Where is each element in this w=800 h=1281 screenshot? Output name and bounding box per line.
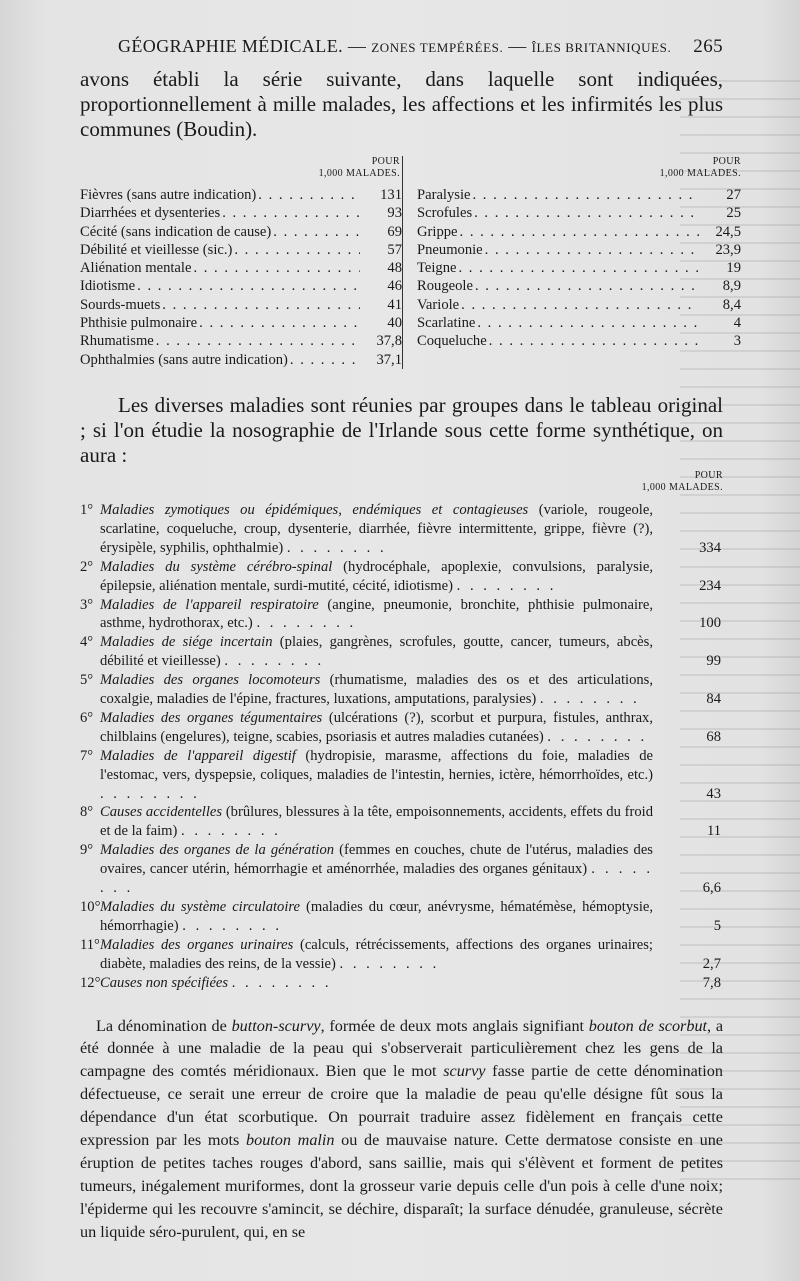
rate-value: 23,9	[715, 241, 741, 258]
disease-group-item	[80, 803, 723, 841]
dot-leader: . . . . . . . .	[256, 615, 357, 632]
group-number: 3°	[80, 596, 94, 613]
table-row	[417, 223, 741, 241]
rate-value: 25	[726, 205, 741, 222]
group-name: Maladies du système cérébro-spinal	[100, 558, 333, 575]
disease-label: Scarlatine	[417, 315, 476, 332]
group-rate-value: 43	[706, 785, 721, 802]
table-row	[80, 296, 402, 314]
paragraph-text: ou de mauvaise nature. Cette dermatose consiste en une éruption de petites taches rouges d'abord, sans saillie, mais qui s'élèvent et forment de petites tumeurs, inégalement muriformes, dont la grosseur varie depuis celle d'un pois à celle d'une noix; l'épiderme qui les recouvre s'amincit, se déchire, disparaît; la surface dénudée, granuleuse, sécrète un liquide séro-purulent, qui, en se	[80, 1131, 723, 1241]
rate-value: 24,5	[715, 223, 741, 240]
dot-leader	[273, 223, 360, 241]
disease-label: Rhumatisme	[80, 333, 154, 350]
group-number: 12°	[80, 974, 101, 991]
rate-value: 69	[387, 223, 402, 240]
disease-groups-list	[80, 501, 723, 993]
dot-leader	[475, 277, 699, 295]
dot-leader	[156, 332, 360, 350]
group-number: 9°	[80, 842, 94, 859]
disease-label: Fièvres (sans autre indication)	[80, 187, 257, 203]
disease-group-item	[80, 747, 723, 804]
rate-value: 27	[726, 187, 741, 203]
disease-label: Aliénation mentale	[80, 260, 192, 277]
paragraph-text: , formée de deux mots anglais signifiant	[320, 1016, 589, 1035]
dot-leader: . . . . . . . .	[547, 728, 648, 745]
disease-label: Idiotisme	[80, 278, 136, 295]
group-name: Maladies des organes urinaires	[100, 936, 294, 953]
group-number: 1°	[80, 501, 94, 518]
header-text	[118, 36, 671, 57]
groups-intro-paragraph: Les diverses maladies sont réunies par groupes dans le tableau original ; si l'on étudie la nosographie de l'Irlande sous cette forme synthétique, on aura :	[80, 392, 723, 467]
rate-value: 8,9	[722, 278, 741, 295]
rate-value: 37,1	[376, 351, 402, 368]
group-name: Maladies des organes locomoteurs	[100, 672, 321, 689]
group-description: (rhumatisme, maladies des os et des articulations, coxalgie, maladies de l'épine, fractures, luxations, amputations, paralysies)	[100, 672, 653, 708]
group-name: Maladies de l'appareil digestif	[100, 747, 296, 764]
group-number: 7°	[80, 747, 94, 764]
group-name: Maladies de siége incertain	[100, 634, 273, 651]
disease-group-item	[80, 974, 723, 993]
disease-group-item	[80, 501, 723, 558]
dot-leader: . . . . . . . .	[539, 691, 640, 708]
rate-value: 131	[380, 187, 402, 203]
group-description: (calculs, rétrécissements, affections des organes urinaires; diabète, maladies des reins, de la vessie)	[100, 936, 653, 972]
table-row	[417, 296, 741, 314]
group-name: Maladies des organes de la génération	[100, 842, 335, 859]
group-number: 6°	[80, 709, 94, 726]
rate-value: 3	[733, 333, 741, 350]
group-description: (hydrocéphale, apoplexie, convulsions, paralysie, épilepsie, aliénation mentale, surdi-mutité, cécité, idiotisme)	[100, 558, 653, 594]
running-header	[118, 36, 723, 58]
disease-group-item	[80, 633, 723, 671]
disease-frequency-table	[80, 156, 741, 369]
table-row	[80, 259, 402, 277]
table-row	[417, 277, 741, 295]
button-scurvy-paragraph	[80, 1015, 723, 1244]
table-row	[80, 277, 402, 295]
group-description: (hydropisie, marasme, affections du foie, maladies de l'estomac, vers, dyspepsie, coliques, maladies de l'intestin, hernies, ictère, hémorrhoïdes, etc.)	[100, 747, 653, 783]
table-row	[80, 351, 402, 369]
dot-leader	[474, 204, 699, 222]
group-rate-value: 7,8	[702, 974, 721, 991]
dot-leader: . . . . . . . .	[100, 785, 200, 802]
column-header-line: 1,000 MALADES.	[318, 168, 400, 179]
rate-value: 8,4	[722, 296, 741, 313]
dot-leader	[258, 186, 360, 204]
disease-label: Teigne	[417, 260, 457, 277]
table-left-column	[80, 156, 402, 369]
dot-leader	[459, 259, 700, 277]
rate-value: 93	[387, 205, 402, 222]
group-number: 11°	[80, 936, 100, 953]
disease-group-item	[80, 671, 723, 709]
dot-leader: . . . . . . . .	[224, 653, 325, 670]
group-name: Maladies de l'appareil respiratoire	[100, 596, 319, 613]
group-rate-value: 99	[706, 653, 721, 670]
group-rate-value: 84	[706, 691, 721, 708]
dot-leader: . . . . . . . .	[456, 577, 557, 594]
groups-column-header	[80, 470, 723, 494]
dot-leader	[222, 204, 360, 222]
rate-value: 37,8	[376, 333, 402, 350]
dot-leader	[162, 296, 360, 314]
column-header-line: POUR	[694, 469, 723, 481]
table-row	[80, 204, 402, 222]
rate-value: 19	[726, 260, 741, 277]
group-description: (maladies du cœur, anévrysme, hématémèse, hémoptysie, hémorrhagie)	[100, 899, 653, 934]
group-rate-value: 6,6	[702, 880, 721, 897]
group-number: 8°	[80, 804, 94, 821]
column-header-line: POUR	[712, 156, 741, 167]
term-bouton-de-scorbut: bouton de scorbut	[588, 1016, 708, 1035]
group-description: (ulcérations (?), scorbut et purpura, fistules, anthrax, chilblains (engelures), teigne, scabies, psoriasis et autres maladies cutanées)	[100, 709, 653, 745]
dot-leader	[460, 223, 699, 241]
dot-leader: . . . . . . . .	[339, 955, 440, 972]
column-header	[417, 156, 741, 180]
disease-group-item	[80, 936, 723, 974]
group-name: Causes accidentelles	[100, 804, 223, 821]
header-region: ÎLES BRITANNIQUES.	[531, 40, 672, 55]
disease-label: Cécité (sans indication de cause)	[80, 223, 272, 240]
dot-leader: . . . . . . . .	[181, 823, 281, 840]
group-description: (angine, pneumonie, bronchite, phthisie pulmonaire, asthme, hydrothorax, etc.)	[100, 596, 653, 632]
group-rate-value: 68	[706, 728, 721, 745]
disease-label: Diarrhées et dysenteries	[80, 205, 221, 222]
disease-label: Grippe	[417, 223, 458, 240]
group-rate-value: 334	[699, 539, 721, 556]
table-row	[417, 204, 741, 222]
left-rows	[80, 186, 402, 369]
disease-label: Scrofules	[417, 205, 473, 222]
disease-label: Débilité et vieillesse (sic.)	[80, 241, 233, 258]
dot-leader	[485, 241, 699, 259]
column-header-line: 1,000 MALADES.	[659, 168, 741, 179]
dot-leader	[473, 186, 700, 204]
lead-paragraph: avons établi la série suivante, dans laquelle sont indiquées, proportionnellement à mille malades, les affections et les infirmités les plus communes (Boudin).	[80, 67, 723, 141]
table-row	[80, 314, 402, 332]
table-row	[417, 241, 741, 259]
paragraph-text: , a été donnée à une maladie de la peau qui s'observerait particulièrement chez les gens de la campagne des comtés méridionaux. Bien que le mot	[80, 1016, 724, 1081]
right-rows	[417, 186, 741, 351]
dot-leader	[234, 241, 360, 259]
paragraph-text: fasse partie de cette dénomination défectueuse, ce serait une erreur de croire que la maladie de peau qu'elle désigne fût sous la dépendance d'un état scorbutique. On pourrait traduire assez fidèlement en français cette expression par les mots	[80, 1062, 723, 1150]
disease-label: Coqueluche	[417, 333, 487, 350]
group-name: Causes non spécifiées	[100, 974, 229, 991]
column-header-line: 1,000 MALADES.	[641, 481, 723, 493]
column-header-line: POUR	[371, 156, 400, 167]
group-description: (femmes en couches, chute de l'utérus, maladies des ovaires, cancer utérin, hémorrhagie et aménorrhée, maladies des organes génitaux)	[100, 842, 653, 878]
column-header	[80, 156, 402, 180]
dot-leader	[199, 314, 360, 332]
header-title: GÉOGRAPHIE MÉDICALE.	[118, 36, 343, 56]
group-rate-value: 11	[706, 823, 721, 840]
table-row	[80, 186, 402, 204]
rate-value: 4	[733, 315, 741, 332]
dot-leader: . . . . . . . .	[100, 861, 654, 897]
table-row	[417, 332, 741, 350]
table-row	[80, 241, 402, 259]
dot-leader	[477, 314, 699, 332]
group-description: (brûlures, blessures à la tête, empoisonnements, accidents, effets du froid et de la faim)	[100, 804, 653, 840]
disease-label: Variole	[417, 296, 460, 313]
dot-leader	[193, 259, 360, 277]
rate-value: 57	[387, 241, 402, 258]
disease-label: Sourds-muets	[80, 296, 161, 313]
dot-leader: . . . . . . . .	[286, 539, 387, 556]
table-row	[417, 259, 741, 277]
header-separator: —	[508, 36, 527, 56]
group-number: 2°	[80, 558, 94, 575]
group-name: Maladies zymotiques ou épidémiques, endémiques et contagieuses	[100, 501, 529, 518]
group-number: 4°	[80, 634, 94, 651]
rate-value: 46	[387, 278, 402, 295]
term-scurvy: scurvy	[443, 1062, 486, 1081]
disease-group-item	[80, 596, 723, 634]
group-number: 5°	[80, 672, 94, 689]
term-bouton-malin: bouton malin	[246, 1131, 335, 1150]
group-rate-value: 100	[699, 615, 721, 632]
page-number: 265	[693, 36, 723, 57]
group-description: (plaies, gangrènes, scrofules, goutte, cancer, tumeurs, abcès, débilité et vieillesse)	[100, 634, 653, 670]
disease-label: Phthisie pulmonaire	[80, 315, 198, 332]
disease-group-item	[80, 558, 723, 596]
disease-label: Pneumonie	[417, 241, 483, 258]
disease-label: Ophthalmies (sans autre indication)	[80, 351, 288, 368]
dot-leader	[137, 277, 360, 295]
table-row	[417, 186, 741, 204]
table-row	[417, 314, 741, 332]
disease-group-item	[80, 709, 723, 747]
header-separator: —	[347, 36, 367, 56]
table-row	[80, 332, 402, 350]
dot-leader: . . . . . . . .	[182, 917, 282, 934]
term-button-scurvy: button-scurvy	[231, 1016, 321, 1035]
disease-label: Rougeole	[417, 278, 473, 295]
dot-leader	[290, 351, 360, 369]
dot-leader	[461, 296, 699, 314]
disease-group-item	[80, 841, 723, 898]
group-description: (variole, rougeole, scarlatine, coqueluche, croup, dysenterie, diarrhée, fièvre intermittente, grippe, fièvre (?), érysipèle, syphilis, ophthalmie)	[100, 501, 653, 556]
rate-value: 41	[387, 296, 402, 313]
dot-leader: . . . . . . . .	[231, 974, 332, 991]
table-row	[80, 223, 402, 241]
header-zone: ZONES TEMPÉRÉES.	[371, 40, 504, 55]
group-name: Maladies du système circulatoire	[100, 899, 301, 915]
disease-label: Paralysie	[417, 187, 471, 203]
disease-group-item	[80, 898, 723, 936]
group-rate-value: 234	[699, 577, 721, 594]
group-number: 10°	[80, 899, 101, 915]
paragraph-text: La dénomination de	[96, 1016, 232, 1035]
group-rate-value: 2,7	[702, 955, 721, 972]
table-right-column	[402, 156, 741, 369]
group-rate-value: 5	[713, 917, 721, 934]
rate-value: 40	[387, 315, 402, 332]
page-body	[80, 67, 741, 1244]
rate-value: 48	[387, 260, 402, 277]
dot-leader	[489, 332, 699, 350]
group-name: Maladies des organes tégumentaires	[100, 709, 323, 726]
